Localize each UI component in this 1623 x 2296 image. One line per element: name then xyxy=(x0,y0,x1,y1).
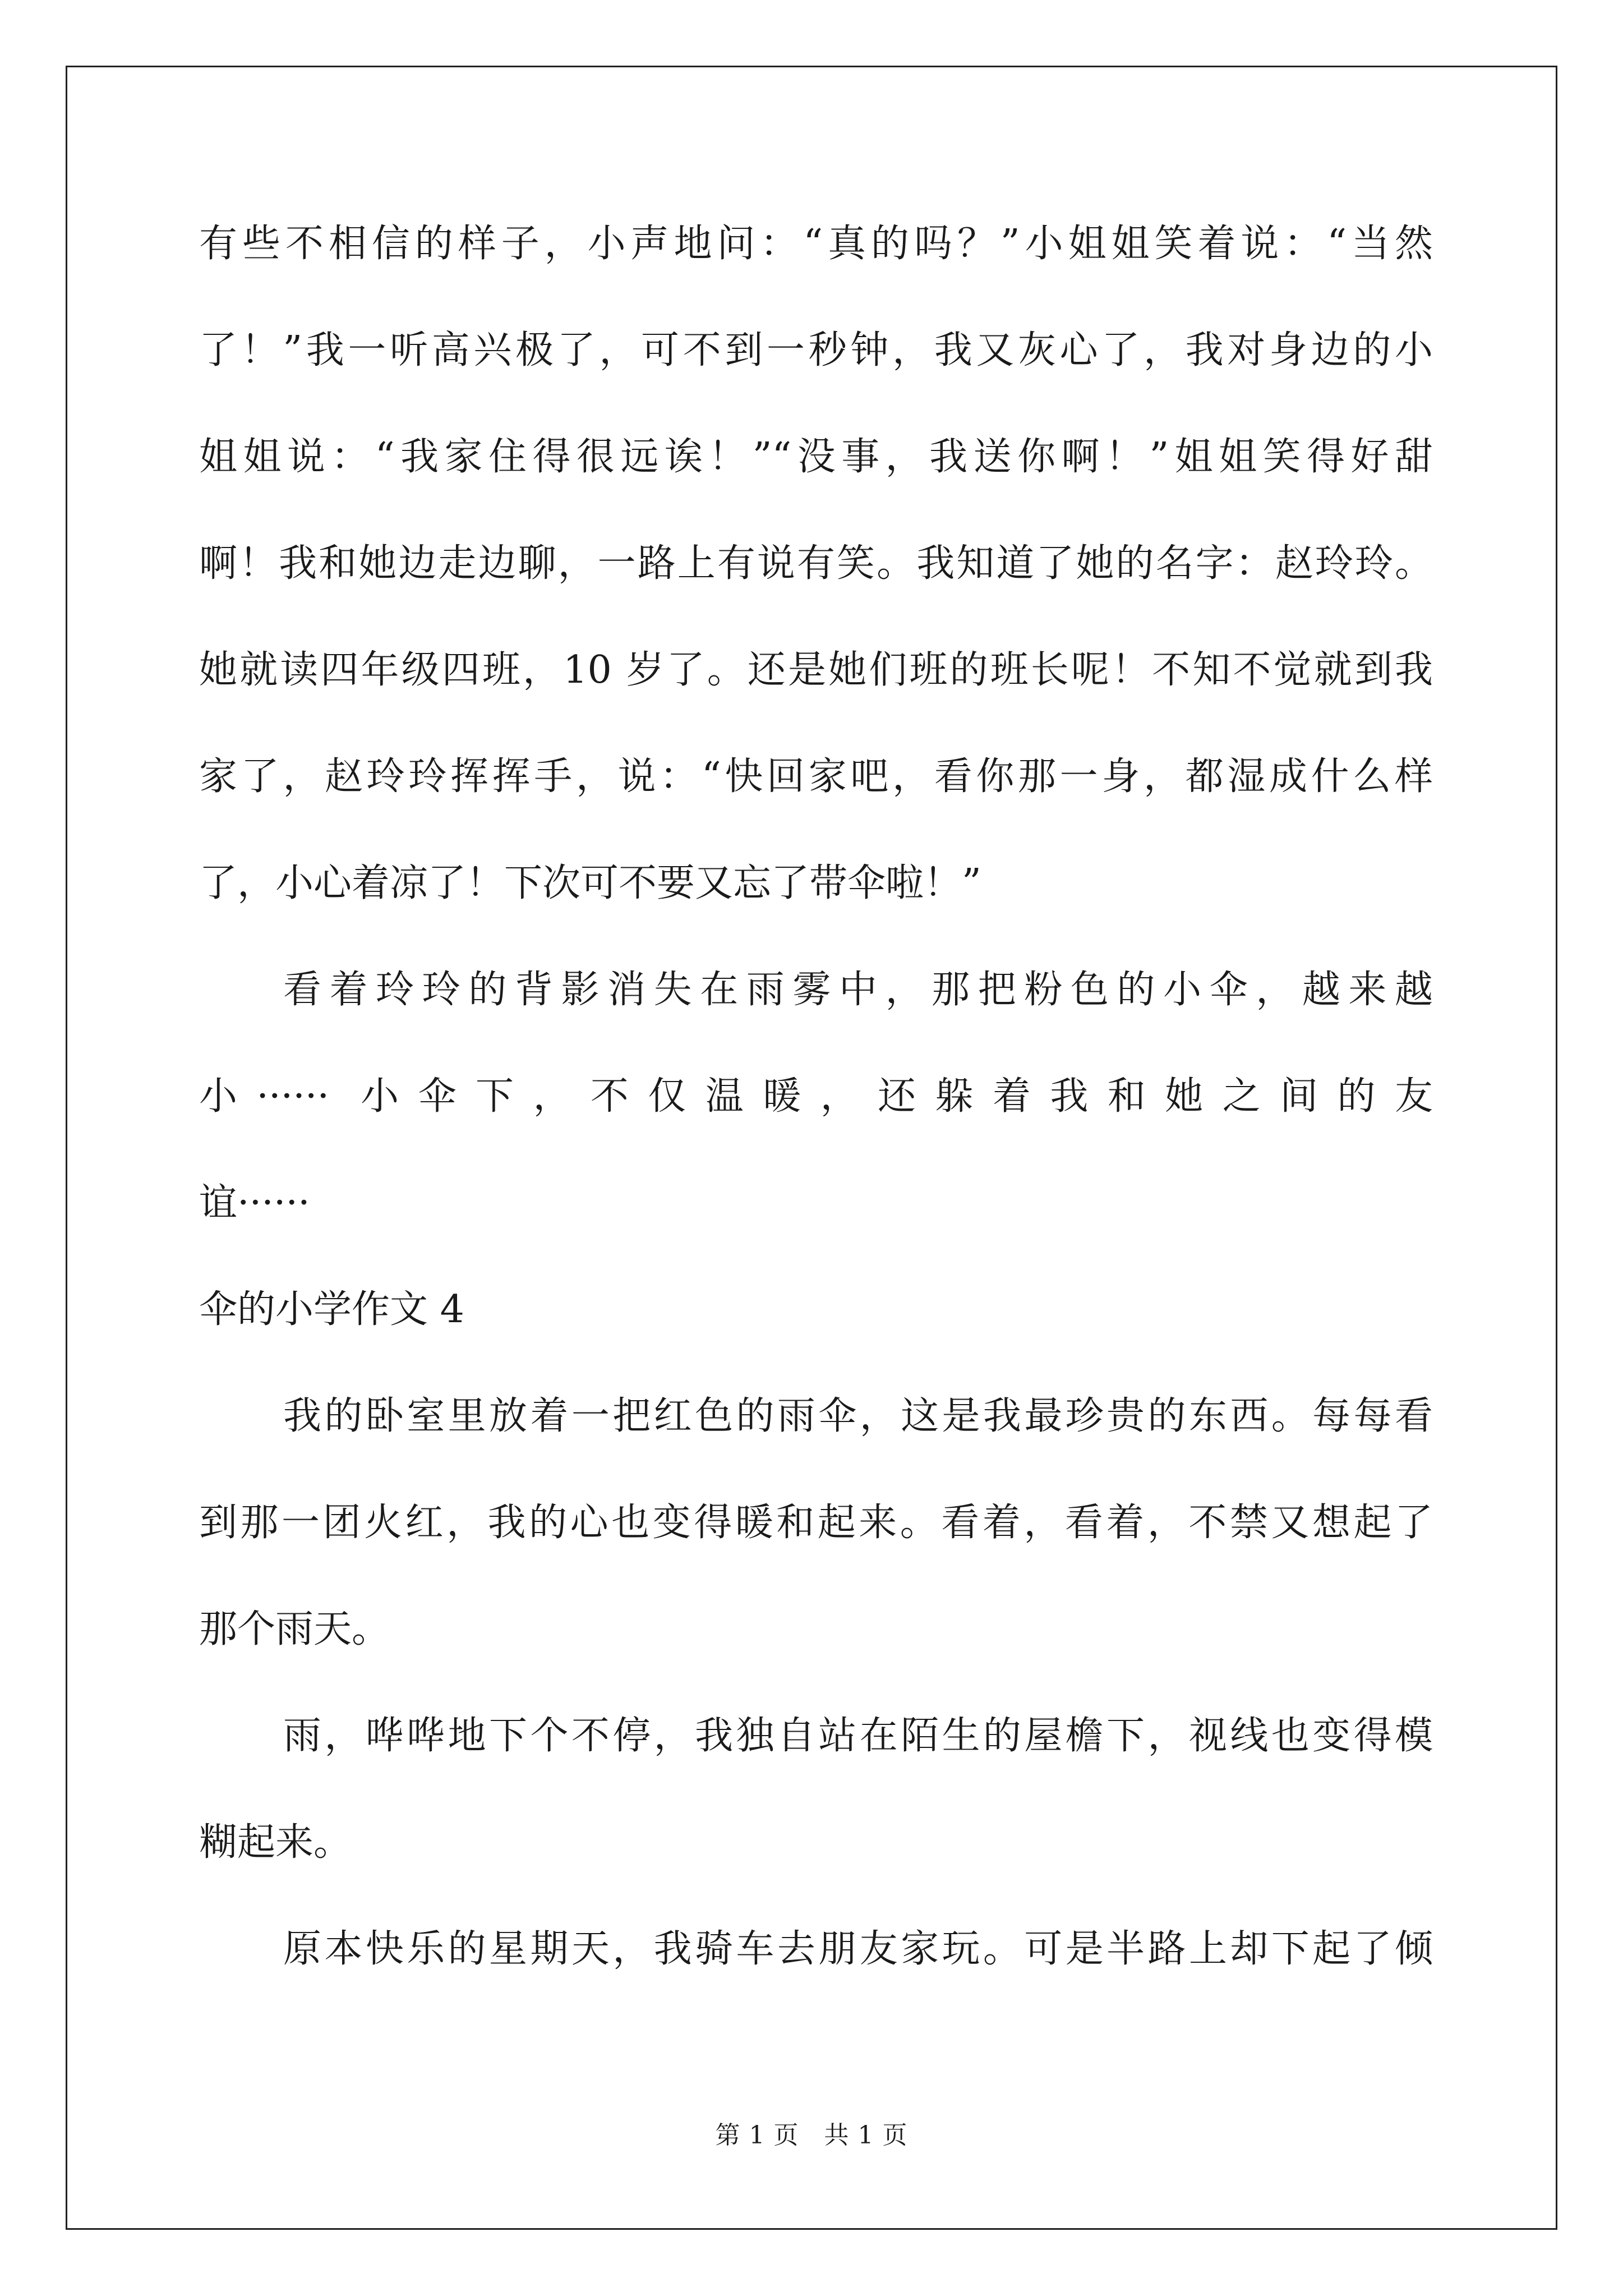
text-line: 啊！我和她边走边聊，一路上有说有笑。我知道了她的名字：赵玲玲。 xyxy=(199,541,1433,586)
paragraph-start-line: 雨，哗哗地下个不停，我独自站在陌生的屋檐下，视线也变得模 xyxy=(283,1714,1433,1758)
text-line: 姐姐说：“我家住得很远诶！”“没事，我送你啊！”姐姐笑得好甜 xyxy=(199,435,1433,479)
text-line: 有些不相信的样子，小声地问：“真的吗？”小姐姐笑着说：“当然 xyxy=(199,222,1433,266)
text-line: 那个雨天。 xyxy=(199,1607,390,1651)
text-line: 糊起来。 xyxy=(199,1820,352,1865)
paragraph-start-line: 原本快乐的星期天，我骑车去朋友家玩。可是半路上却下起了倾 xyxy=(283,1927,1433,1971)
paragraph-start-line: 看着玲玲的背影消失在雨雾中，那把粉色的小伞，越来越 xyxy=(283,968,1433,1012)
text-line: 小······ 小伞下，不仅温暖，还躲着我和她之间的友 xyxy=(199,1074,1433,1119)
paragraph-start-line: 我的卧室里放着一把红色的雨伞，这是我最珍贵的东西。每每看 xyxy=(283,1394,1433,1438)
text-line: 到那一团火红，我的心也变得暖和起来。看着，看着，不禁又想起了 xyxy=(199,1501,1433,1545)
text-line: 家了，赵玲玲挥挥手，说：“快回家吧，看你那一身，都湿成什么样 xyxy=(199,754,1433,799)
page-number-footer: 第 1 页 共 1 页 xyxy=(715,2121,908,2150)
section-heading: 伞的小学作文 4 xyxy=(199,1287,464,1332)
text-line: 了！”我一听高兴极了，可不到一秒钟，我又灰心了，我对身边的小 xyxy=(199,328,1433,372)
text-line: 她就读四年级四班，10 岁了。还是她们班的班长呢！不知不觉就到我 xyxy=(199,648,1433,692)
text-line: 了，小心着凉了！下次可不要又忘了带伞啦！” xyxy=(199,861,981,905)
document-body xyxy=(199,213,1433,2025)
text-line: 谊······ xyxy=(199,1181,310,1225)
